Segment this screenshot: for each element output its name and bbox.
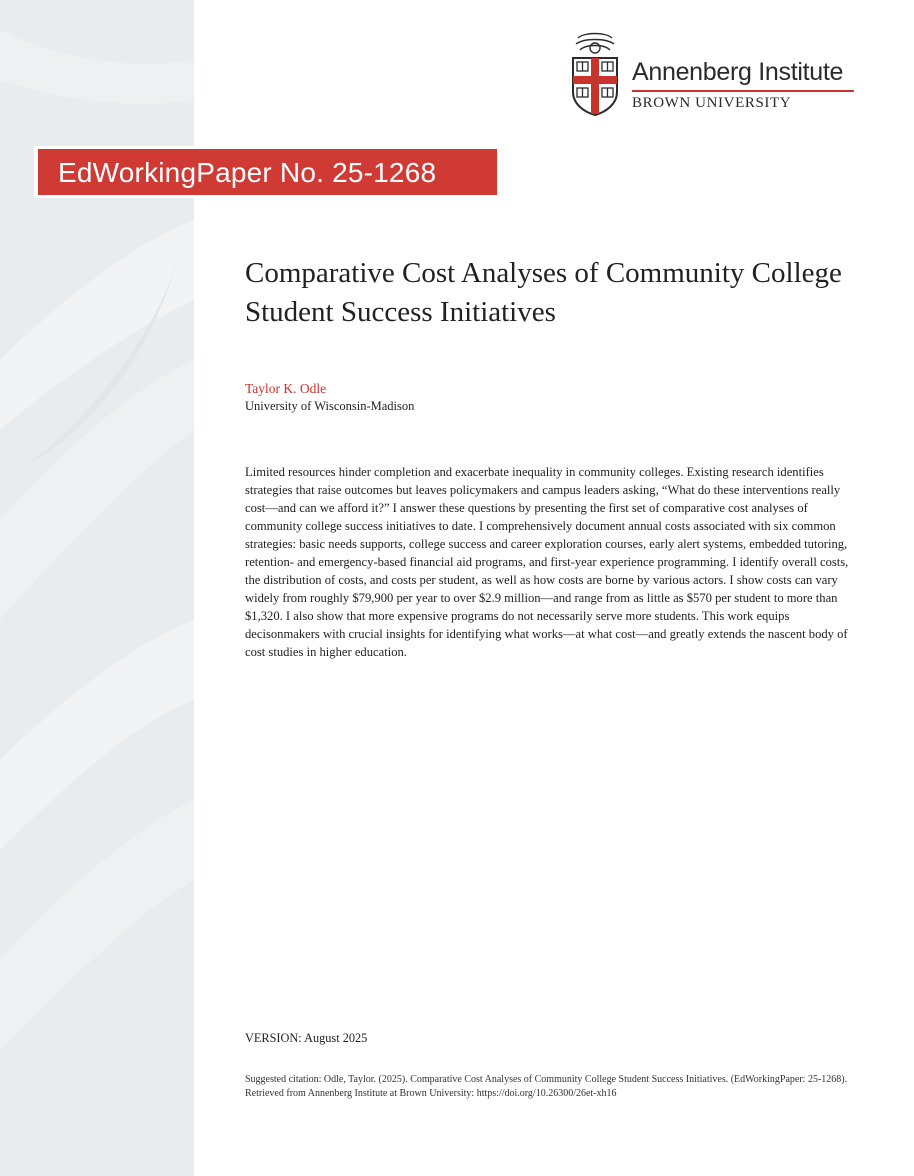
- paper-title: Comparative Cost Analyses of Community College Student Success Initiatives: [245, 257, 842, 328]
- annenberg-logo: [570, 32, 860, 118]
- suggested-citation: Suggested citation: Odle, Taylor. (2025). Comparative Cost Analyses of Community College Student Success Initiatives. (EdWorkingPaper: 25-1268). Retrieved from Annenberg Institute at Brown University: https://doi.org/10.26300/26et-xh16: [245, 1074, 848, 1099]
- university-name: BROWN UNIVERSITY: [632, 95, 792, 111]
- author-name: Taylor K. Odle: [245, 381, 327, 396]
- abstract-text: Limited resources hinder completion and exacerbate inequality in community colleges. Existing research identifies strategies that raise outcomes but leaves policymakers and campus leaders asking, “What do these interventions really cost—and can we afford it?” I answer these questions by presenting the first set of comparative cost analyses of community college success initiatives to date. I comprehensively document annual costs associated with six common strategies: basic needs supports, college success and career exploration courses, early alert systems, embedded tutoring, retention- and emergency-based financial aid programs, and first-year experience programming. I identify overall costs, the distribution of costs, and costs per student, as well as how costs are borne by various actors. I show costs can vary widely from roughly $79,900 per year to over $2.9 million—and range from as little as $570 per student to more than $1,320. I also show that more expensive programs do not necessarily serve more students. This work equips decisonmakers with crucial insights for identifying what works—at what cost—and greatly extends the nascent body of cost studies in higher education.: [245, 465, 849, 659]
- author-affiliation: University of Wisconsin-Madison: [245, 399, 415, 413]
- version-line: VERSION: August 2025: [245, 1031, 368, 1045]
- logo-rule: [632, 90, 854, 92]
- series-banner: [38, 149, 497, 195]
- series-label: EdWorkingPaper No. 25-1268: [58, 157, 437, 188]
- brown-university-crest-icon: [570, 32, 620, 116]
- institute-name: Annenberg Institute: [632, 58, 844, 86]
